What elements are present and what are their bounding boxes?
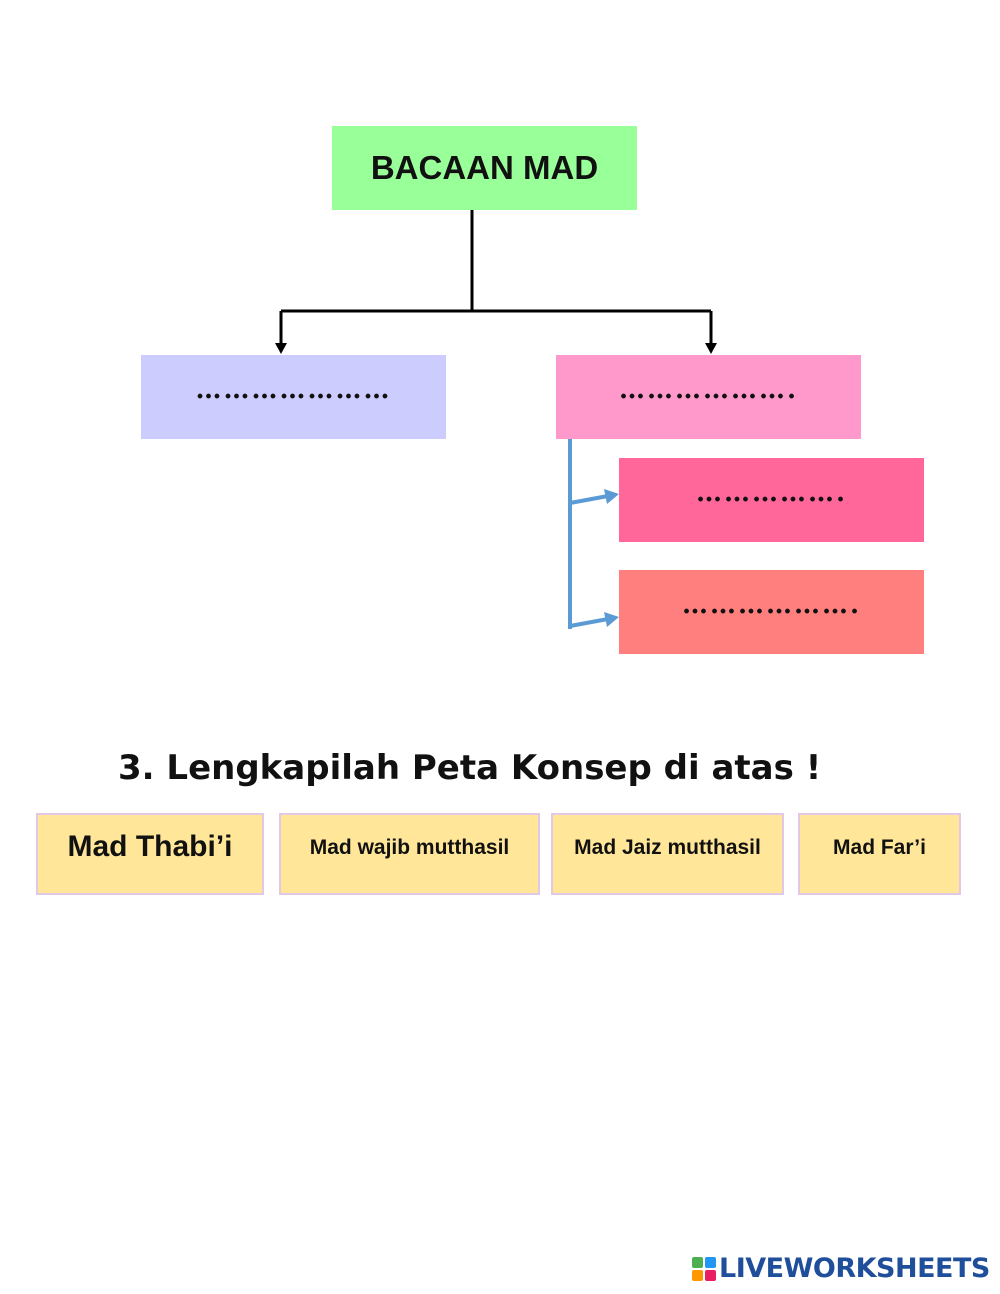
answer-option[interactable] — [279, 813, 540, 895]
brand-name: LIVEWORKSHEETS — [719, 1253, 990, 1284]
answer-option-label: Mad Far’i — [833, 836, 926, 859]
concept-root-label: BACAAN MAD — [370, 149, 599, 186]
arrow-left-icon — [275, 343, 287, 354]
arrow-sub1-icon — [604, 489, 619, 504]
blank-slot-sub-1-label: ……………. — [695, 478, 848, 508]
liveworksheets-logo-icon — [692, 1257, 716, 1281]
answer-option-label: Mad wajib mutthasil — [309, 836, 510, 859]
concept-root — [332, 126, 637, 210]
blank-slot-sub-1[interactable] — [619, 458, 924, 542]
blank-slot-left[interactable] — [141, 355, 446, 439]
answer-option-label: Mad Jaiz mutthasil — [574, 836, 761, 859]
blank-slot-right[interactable] — [556, 355, 861, 439]
answer-option-label: Mad Thabi’i — [67, 830, 233, 863]
arrow-right-icon — [705, 343, 717, 354]
answer-option[interactable] — [798, 813, 961, 895]
arrow-sub2-icon — [604, 612, 619, 627]
blank-slot-right-label: ………………. — [618, 375, 799, 405]
answer-option[interactable] — [36, 813, 264, 895]
blank-slot-sub-2-label: ………………. — [681, 590, 862, 620]
answer-option[interactable] — [551, 813, 784, 895]
instruction-text: 3. Lengkapilah Peta Konsep di atas ! — [118, 748, 822, 788]
sub-connector — [570, 439, 608, 629]
brand-watermark — [692, 1253, 990, 1284]
root-connector — [281, 210, 711, 346]
blank-slot-left-label: ………………… — [195, 375, 392, 405]
blank-slot-sub-2[interactable] — [619, 570, 924, 654]
